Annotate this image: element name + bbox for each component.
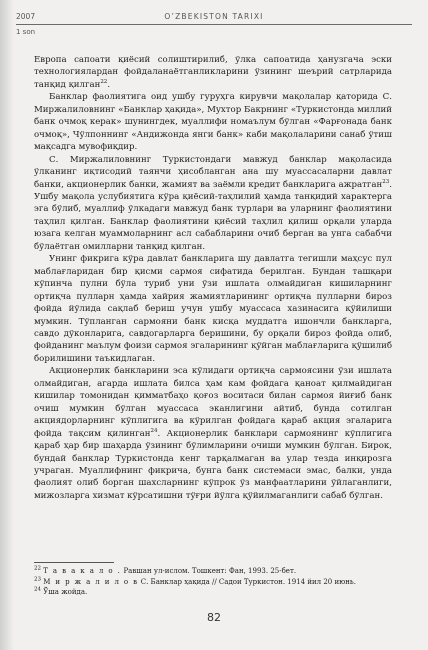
header-journal-title: O’ZBEKISTON TARIXI [164, 12, 264, 21]
footnote: $^{23}$ М и р ж а л и л о в С. Банклар ҳақида // Садои Туркистон. 1914 йил 20 июнь. [34, 576, 356, 586]
header-rule [16, 24, 412, 25]
paragraph: С. Миржалиловнинг Туркистондаги мавжуд банклар мақоласида ўлканинг иқтисодий таянчи ҳисобланган ана шу муассасаларни давлат банки, акционерлик банки, жамият ва заёмли кредит банкларига ажратган$^{23}$. Ушбу мақола услубиятига кўра қиёсий-таҳлилий ҳамда танқидий характерга эга бўлиб, муаллиф ўлкадаги мавжуд банк турлари ва уларнинг фаолиятини таҳлил қилган. Банклар фаолиятини қиёсий таҳлил қилиш орқали уларда юзага келган муаммоларнинг асл сабабларини очиб берган ва унга сабабчи бўлаётган омилларни танқид қилган. [34, 154, 392, 252]
running-header [16, 12, 412, 36]
paragraph: Акционерлик банкларини эса кўлидаги ортиқча сармоясини ўзи ишлата олмайдиган, агарда ишлата билса ҳам кам фойдага қаноат қилмайдиган кишилар томонидан қимматбаҳо қоғоз воситаси билан сармоя йиғиб банк очиш мумкин бўлган муассаса эканлигини айтиб, бунда сотилган акциядорларнинг кўплигига ва кўрилган фойдага қараб акция эгаларига фойда тақсим қилинган$^{24}$. Акционерлик банклари сармоянинг кўплигига қараб ҳар бир шаҳарда ўзининг бўлимларини очиши мумкин бўлган. Бирок, бундай банклар Туркистонда кенг тарқалмаган ва улар тезда инқирозга учраган. Муаллифнинг фикрича, бунга банк системаси эмас, балки, унда фаолият олиб борган шахсларнинг кўпрок ўз манфаатларини ўйлаганлиги, мижозларга хизмат кўрсатишни тўғри йўлга қўйилмаганлиги сабаб бўлган. [34, 366, 392, 501]
page-number: 82 [207, 611, 221, 624]
footnote-ref: 23 [382, 178, 390, 185]
footnote: $^{24}$ Ўша жойда. [34, 586, 88, 596]
article-body [34, 54, 392, 502]
footnote-ref: 22 [100, 79, 108, 86]
paragraph: Европа сапоати қиёсий солиштирилиб, ўлка сапоатида ҳанузгача эски технологиялардан фойдаланаётганликларини ўзининг шеърий сатрларида танқид қилган$^{22}$. [34, 55, 392, 90]
footnote-rule [34, 562, 114, 563]
footnotes [34, 566, 392, 598]
footnote-ref: 24 [150, 427, 158, 434]
header-year: 2007 [16, 12, 36, 21]
page-edge-shadow [0, 0, 14, 650]
footnote: $^{22}$ Т а в а к а л о . Равшан ул-ислом. Тошкент: Фан, 1993. 25-бет. [34, 565, 297, 575]
paragraph: Банклар фаолиятига оид ушбу гуруҳга кирувчи мақолалар қаторида С. Миржалиловнинг «Банклар ҳақида», Мухтор Бакрнинг «Туркистонда миллий банк очмоқ керак» шунингдек, муаллифи номаълум бўлган «Фарғонада банк очмоқ», Чўлпоннинг «Андижонда янги банк» каби мақолаларини санаб ўтиш мақсадга мувофиқдир. [34, 92, 392, 153]
paragraph: Унинг фикрига кўра давлат банкларига шу давлатга тегишли маҳсус пул маблағларидан бир қисми сармоя сифатида берилган. Бундан ташқари кўпинча пулни бўла туриб уни ўзи ишлата олмайдиган кишиларнинг ортиқча пулларн ҳамда хайрия жамиятларининг ортиқча пулларни бироз фойда йўлида сақлаб бериш учун ушбу муассаса хазинасига қўйилиши мумкин. Тўпланган сармояни банк кисқа муддатга ишончли банкларга, савдо дўконларига, савдогарларга беришини, бу орқали бироз фойда олиб, фойданинг маълум фоизи сармоя эгаларининг қўйган маблағларига қўшилиб борилишини таъкидлаган. [34, 254, 392, 364]
header-issue: 1 son [16, 28, 36, 36]
